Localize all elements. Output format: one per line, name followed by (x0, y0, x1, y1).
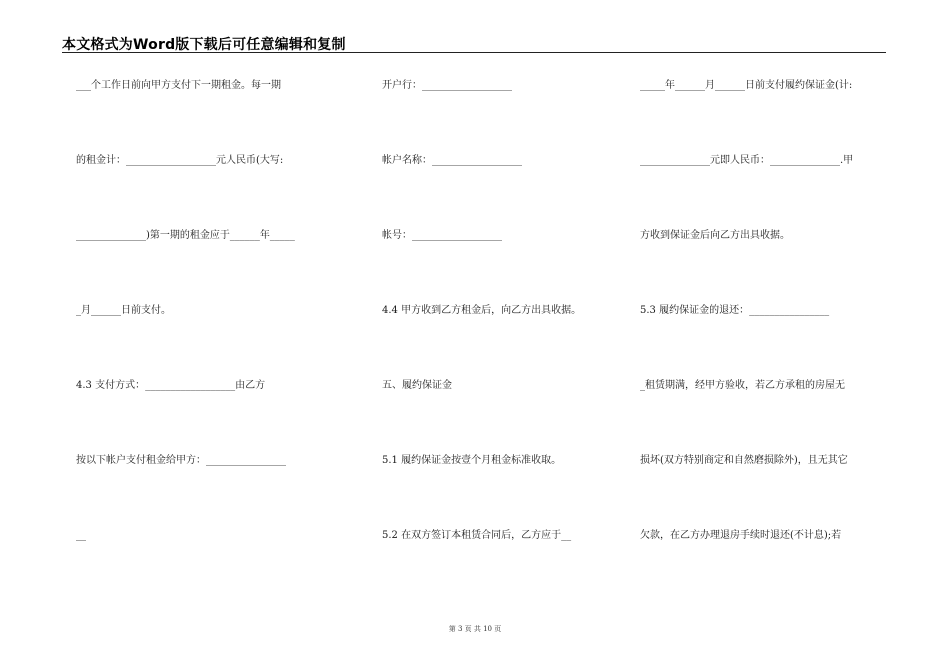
text-line: 4.4 甲方收到乙方租金后，向乙方出具收据。 (382, 305, 582, 316)
section-heading: 五、履约保证金 (382, 380, 452, 391)
text-line: 帐户名称：__________________ (382, 155, 522, 166)
text-line: 5.3 履约保证金的退还：________________ (640, 305, 830, 316)
text-line: 欠款，在乙方办理退房手续时退还(不计息);若 (640, 530, 842, 541)
text-line: ______________)第一期的租金应于______年_____ (76, 230, 295, 241)
text-line: 按以下帐户支付租金给甲方：________________ (76, 455, 286, 466)
text-line: 开户行：__________________ (382, 80, 512, 91)
text-line: ______________元即人民币：______________.甲 (640, 155, 854, 166)
text-line: 损坏(双方特别商定和自然磨损除外)，且无其它 (640, 455, 848, 466)
text-line: 4.3 支付方式：__________________由乙方 (76, 380, 266, 391)
page-number: 第 3 页 共 10 页 (448, 625, 502, 633)
text-line: 的租金计：__________________元人民币(大写: (76, 155, 284, 166)
text-line: 5.1 履约保证金按壹个月租金标准收取。 (382, 455, 562, 466)
text-line: ___个工作日前向甲方支付下一期租金。每一期 (76, 80, 281, 91)
document-header-title: 本文格式为Word版下载后可任意编辑和复制 (62, 37, 346, 53)
text-line: 5.2 在双方签订本租赁合同后，乙方应于__ (382, 530, 572, 541)
text-line: _____年______月______日前支付履约保证金(计: (640, 80, 853, 91)
header-divider (62, 52, 886, 53)
text-line: 帐号：__________________ (382, 230, 502, 241)
text-line: 方收到保证金后向乙方出具收据。 (640, 230, 790, 241)
text-line: _租赁期满，经甲方验收，若乙方承租的房屋无 (640, 380, 845, 391)
text-line: _月______日前支付。 (76, 305, 171, 316)
text-line: __ (76, 530, 86, 541)
